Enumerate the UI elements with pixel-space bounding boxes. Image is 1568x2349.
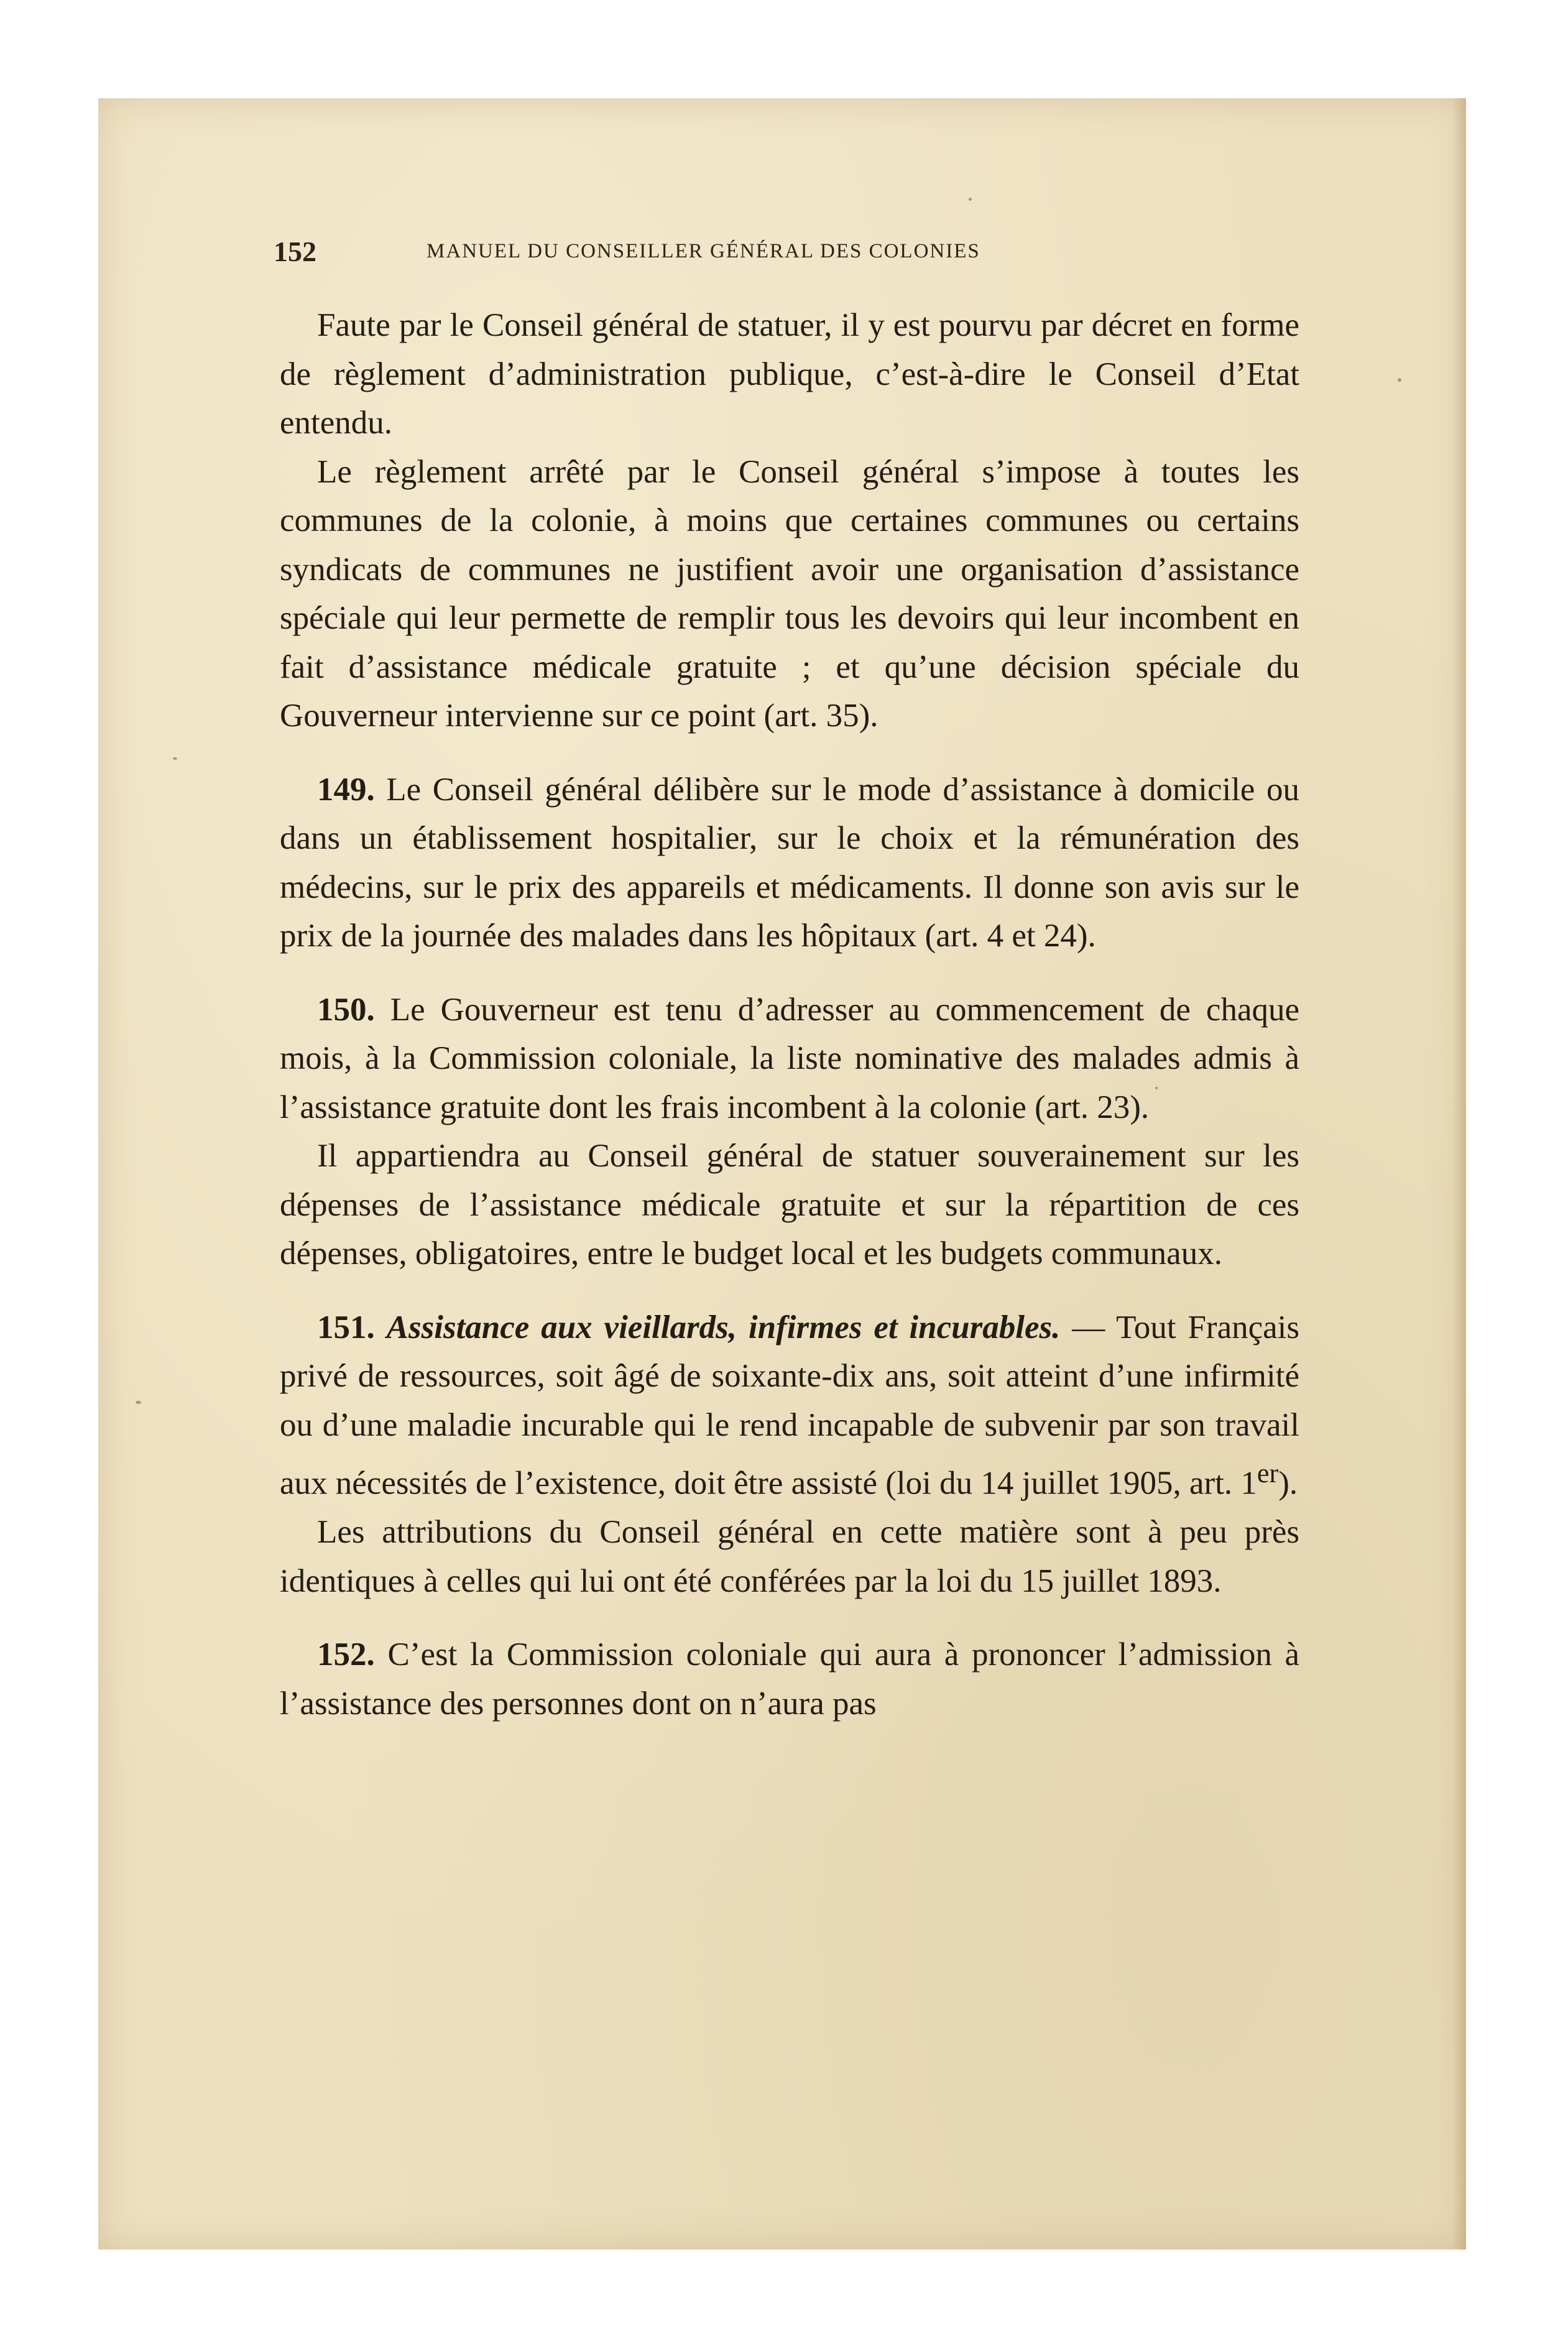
paragraph [280, 1132, 1299, 1278]
paragraph-text: Faute par le Conseil général de statuer, il y est pourvu par décret en forme de règlement d’administration publique, c’est-à-dire le Conseil d’Etat entendu. [280, 307, 1299, 441]
article-heading: Assistance aux vieillards, infirmes et incurables. [386, 1309, 1061, 1345]
running-head [274, 235, 1299, 272]
paragraph-text: Le Conseil général délibère sur le mode d’assistance à domicile ou dans un établissement hospitalier, sur le choix et la rémunération des médecins, sur le prix des appareils et médicaments. Il donne son avis sur le prix de la journée des malades dans les hôpitaux (art. 4 et 24). [280, 771, 1299, 954]
article-paragraph [280, 1630, 1299, 1728]
paragraph-text: Le règlement arrêté par le Conseil général s’impose à toutes les communes de la colonie, à moins que certaines communes ou certains syndicats de communes ne justifient avoir une organisation d’assistance spéciale qui leur permette de remplir tous les devoirs qui leur incombent en fait d’assistance médicale gratuite ; et qu’une décision spéciale du Gouverneur intervienne sur ce point (art. 35). [280, 453, 1299, 734]
paragraph-text: — Tout Français privé de ressources, soit âgé de soixante-dix ans, soit atteint d’une infirmité ou d’une maladie incurable qui le rend incapable de subvenir par son travail aux nécessités de l’existence, doit être assisté (loi du 14 juillet 1905, art. 1 [280, 1309, 1299, 1502]
paragraph [280, 448, 1299, 741]
paragraph-text-end: ). [1278, 1465, 1298, 1502]
paragraph-text: C’est la Commission coloniale qui aura à prononcer l’admission à l’assistance des personnes dont on n’aura pas [280, 1636, 1300, 1722]
article-number: 152. [317, 1636, 375, 1673]
article-number: 150. [317, 991, 375, 1028]
paragraph-text: Le Gouverneur est tenu d’adresser au commencement de chaque mois, à la Commission coloniale, la liste nominative des malades admis à l’assistance gratuite dont les frais incombent à la colonie (art. 23). [280, 991, 1299, 1125]
paragraph [280, 301, 1299, 448]
article-number: 149. [317, 771, 375, 808]
article-paragraph [280, 985, 1299, 1132]
paragraph-text: Les attributions du Conseil général en cette matière sont à peu près identiques à celles qui lui ont été conférées par la loi du 15 juillet 1893. [280, 1514, 1299, 1599]
running-title: MANUEL DU CONSEILLER GÉNÉRAL DES COLONIES [427, 240, 980, 262]
body-text [280, 301, 1299, 1728]
paragraph-text: Il appartiendra au Conseil général de statuer souverainement sur les dépenses de l’assistance médicale gratuite et sur la répartition de ces dépenses, obligatoires, entre le budget local et les budgets communaux. [280, 1138, 1299, 1271]
page-number: 152 [274, 236, 316, 267]
article-paragraph [280, 1303, 1299, 1508]
superscript: er [1257, 1458, 1279, 1488]
paragraph [280, 1508, 1299, 1605]
article-paragraph [280, 765, 1299, 961]
article-number: 151. [317, 1309, 375, 1345]
page-edge-shadow [1452, 98, 1466, 2250]
